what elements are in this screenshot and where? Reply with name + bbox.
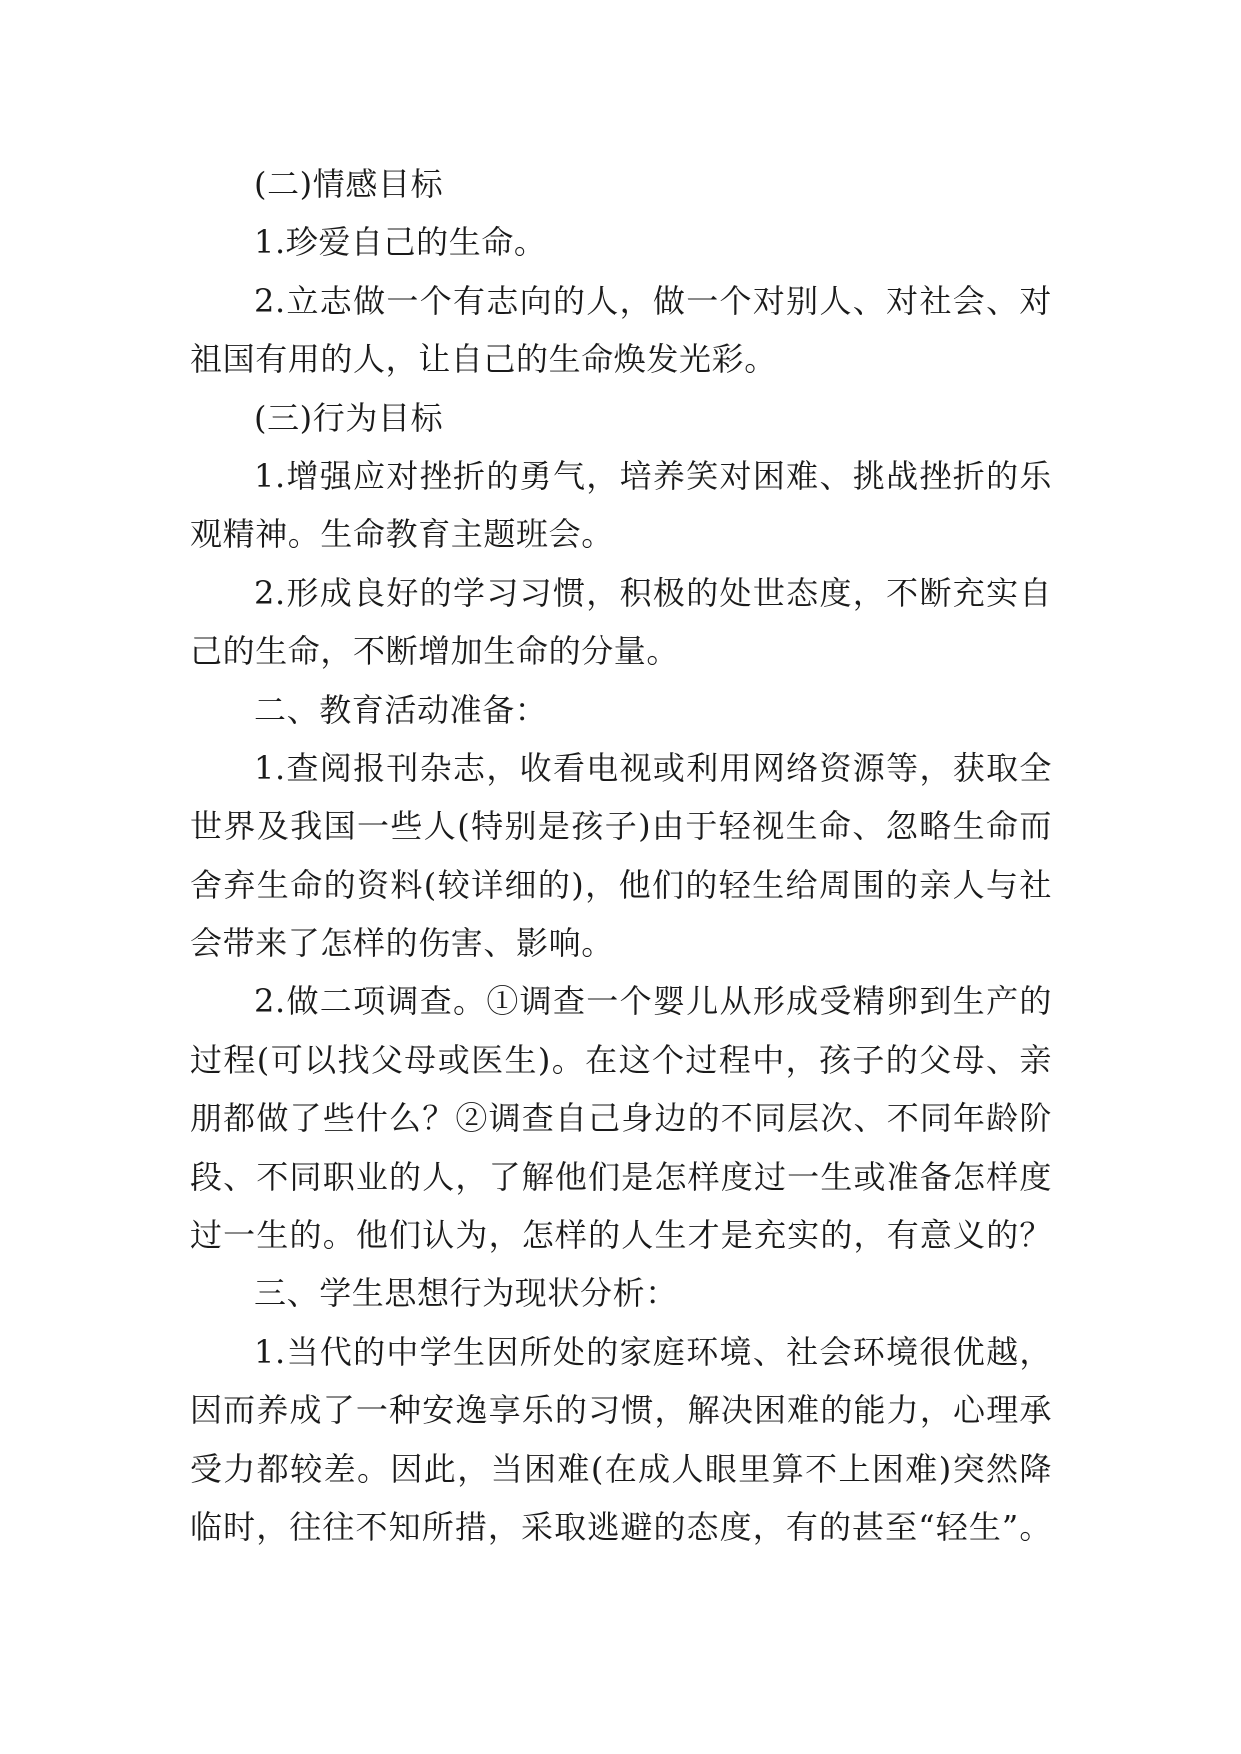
text-line: 三、学生思想行为现状分析： xyxy=(254,1274,678,1313)
text-line: 段、不同职业的人，了解他们是怎样度过一生或准备怎样度 xyxy=(190,1157,1052,1196)
text-line: (三)行为目标 xyxy=(254,398,444,437)
text-line: 祖国有用的人，让自己的生命焕发光彩。 xyxy=(190,340,777,379)
text-line: 世界及我国一些人(特别是孩子)由于轻视生命、忽略生命而 xyxy=(190,807,1052,846)
text-line: 会带来了怎样的伤害、影响。 xyxy=(190,924,614,963)
text-line: 朋都做了些什么？②调查自己身边的不同层次、不同年龄阶 xyxy=(190,1099,1052,1138)
text-line: 过程(可以找父母或医生)。在这个过程中，孩子的父母、亲 xyxy=(190,1040,1052,1079)
text-line: 2.立志做一个有志向的人，做一个对别人、对社会、对 xyxy=(254,281,1052,320)
text-line: (二)情感目标 xyxy=(254,165,444,203)
text-line: 1.珍爱自己的生命。 xyxy=(254,223,547,262)
text-line: 舍弃生命的资料(较详细的)，他们的轻生给周围的亲人与社 xyxy=(190,865,1052,904)
text-line: 观精神。生命教育主题班会。 xyxy=(190,515,614,554)
text-line: 1.查阅报刊杂志，收看电视或利用网络资源等，获取全 xyxy=(254,748,1052,787)
text-line: 二、教育活动准备： xyxy=(254,690,548,729)
text-line: 过一生的。他们认为，怎样的人生才是充实的，有意义的？ xyxy=(190,1216,1052,1255)
document-body xyxy=(190,155,1052,1556)
text-line: 2.做二项调查。①调查一个婴儿从形成受精卵到生产的 xyxy=(254,982,1052,1021)
text-line: 因而养成了一种安逸享乐的习惯，解决困难的能力，心理承 xyxy=(190,1391,1052,1430)
text-line: 2.形成良好的学习习惯，积极的处世态度，不断充实自 xyxy=(254,573,1052,612)
text-line: 己的生命，不断增加生命的分量。 xyxy=(190,632,680,671)
text-line: 临时，往往不知所措，采取逃避的态度，有的甚至“轻生”。 xyxy=(190,1507,1052,1546)
text-line: 1.增强应对挫折的勇气，培养笑对困难、挑战挫折的乐 xyxy=(254,456,1052,495)
text-line: 1.当代的中学生因所处的家庭环境、社会环境很优越， xyxy=(254,1332,1052,1371)
text-line: 受力都较差。因此，当困难(在成人眼里算不上困难)突然降 xyxy=(190,1449,1052,1488)
